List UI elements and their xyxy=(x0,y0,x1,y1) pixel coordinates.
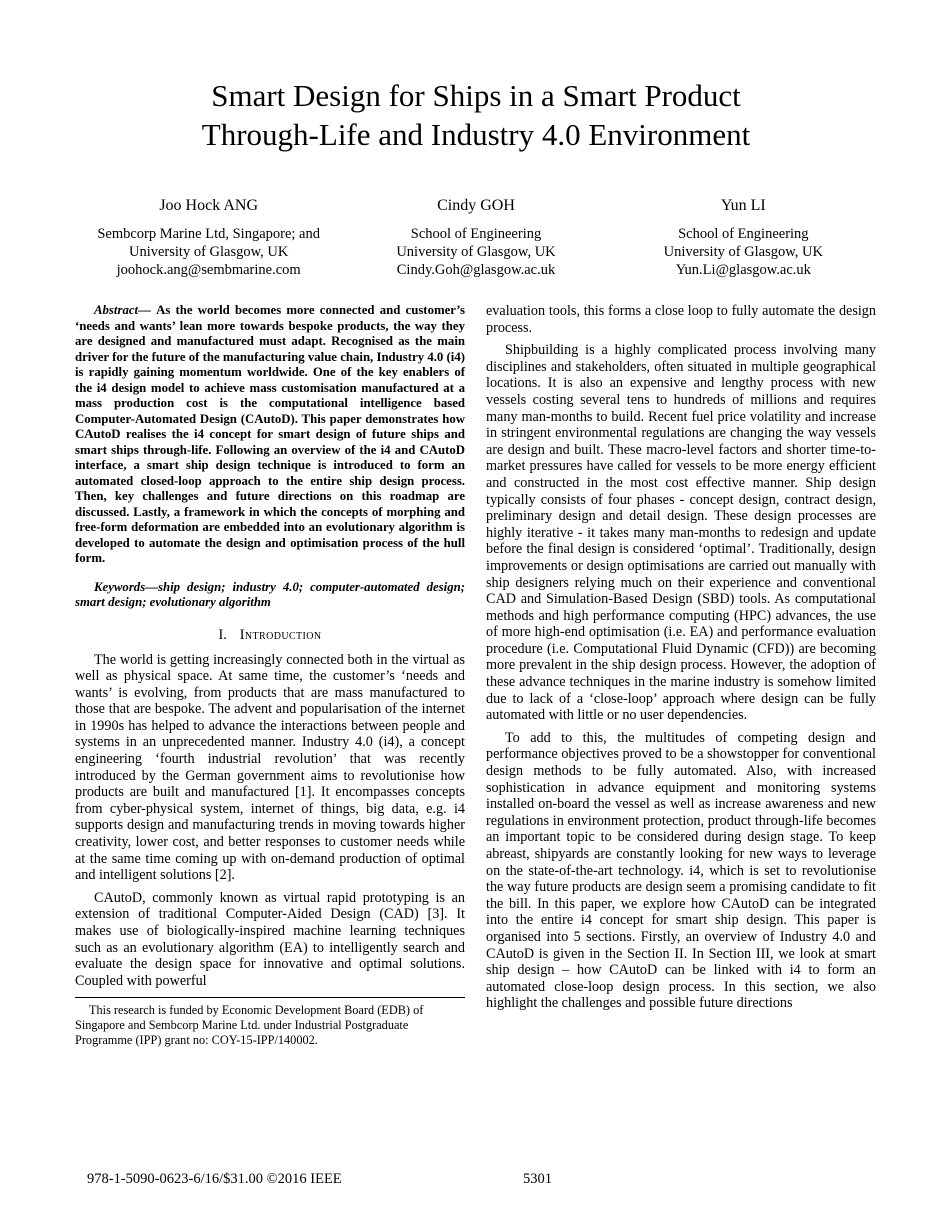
right-column xyxy=(486,303,876,1048)
keywords-paragraph xyxy=(75,580,465,611)
author-name: Joo Hock ANG xyxy=(159,197,258,214)
body-paragraph: Shipbuilding is a highly complicated process involving many disciplines and stakeholders, often situated in multiple geographical locations. It is also an expensive and lengthy process with new vessels costing several tens to hundreds of millions and requires many man-months to build. Recent fuel price volatility and increase in stringent environmental regulations are changing the way vessels are design and built. These macro-level factors and shorter time-to-market pressures have called for vessels to be more energy efficient and constructed in the most cost effective manner. Ship design typically consists of four phases - concept design, contract design, preliminary design and detail design. These design processes are highly iterative - it takes many man-months to redesign and update before the final design is considered ‘optimal’. Traditionally, design improvements or design optimisations are carried out manually with ship designers relying much on their experience and conventional CAD and Simulation-Based Design (SBD) tools. As computational methods and high performance computing (HPC) advances, the use of more high-end optimisation (i.e. EA) and performance evaluation procedure (i.e. Computational Fluid Dynamic (CFD)) are becoming more prevalent in the ship design process. However, the adoption of these advance techniques in the marine industry is somehow limited due to lack of a ‘close-loop’ approach where design can be fully automated with little or no user dependencies. xyxy=(486,342,876,724)
section-heading-introduction xyxy=(75,627,465,644)
author-affiliation-line: University of Glasgow, UK xyxy=(396,244,556,260)
footnote-rule xyxy=(75,997,465,998)
title-line-2: Through-Life and Industry 4.0 Environment xyxy=(201,117,751,152)
author-column-1 xyxy=(75,196,342,279)
author-name: Yun LI xyxy=(720,197,766,214)
section-title: Introduction xyxy=(239,626,322,643)
author-affiliation-line: School of Engineering xyxy=(410,226,542,242)
author-affiliation-line: University of Glasgow, UK xyxy=(128,244,289,260)
body-paragraph: The world is getting increasingly connected both in the virtual as well as physical space. At same time, the customer’s ‘needs and wants’ is evolving, from products that are mass manufactured to those that are bespoke. The advent and popularisation of the internet in 1990s has helped to advance the interactions between people and systems in an unprecedented manner. Industry 4.0 (i4), a concept engineering ‘fourth industrial revolution’ that was recently introduced by the German government aims to revolutionise how products are built and manufactured [1]. It encompasses concepts from cyber-physical system, internet of things, big data, e.g. i4 supports design and manufacturing trends in moving towards higher creativity, lower cost, and better responses to customer needs while at the same time coming up with on-demand production of optimal and intelligent solutions [2]. xyxy=(75,651,465,884)
funding-footnote xyxy=(75,989,465,1048)
author-affiliation-line: Sembcorp Marine Ltd, Singapore; and xyxy=(97,226,320,242)
author-column-3 xyxy=(610,196,877,279)
author-block xyxy=(75,196,877,279)
left-column xyxy=(75,303,465,1048)
keywords-text: ship design; industry 4.0; computer-automated design; smart design; evolutionary algorithm xyxy=(75,579,465,609)
author-affiliation-line: School of Engineering xyxy=(678,226,809,242)
title-line-1: Smart Design for Ships in a Smart Product xyxy=(211,78,741,113)
author-column-2 xyxy=(342,196,609,279)
abstract-paragraph xyxy=(75,303,465,567)
body-paragraph: To add to this, the multitudes of competing design and performance objectives proved to be a showstopper for conventional design methods to be fully automated. Also, with increased sophistication in advance equipment and monitoring systems installed on-board the vessel as well as increase awareness and new regulations in environment protection, product through-life becomes an important topic to be considered during design stage. To keep abreast, shipyards are constantly looking for new ways to leverage on the state-of-the-art technology. i4, which is set to revolutionise the way future products are design seem a promising candidate to fit the bill. In this paper, we explore how CAutoD can be integrated into the entire i4 concept for smart ship design. This paper is organised into 5 sections. Firstly, an overview of Industry 4.0 and CAutoD is given in the Section II. In Section III, we look at smart ship design – how CAutoD can be linked with i4 to form an automated close-loop design process. In this section, we also highlight the challenges and possible future directions xyxy=(486,729,876,1012)
author-email: joohock.ang@sembmarine.com xyxy=(116,262,301,278)
author-email: Yun.Li@glasgow.ac.uk xyxy=(675,262,811,278)
abstract-text: As the world becomes more connected and customer’s ‘needs and wants’ lean more towards bespoke products, the way they are designed and manufactured must adapt. Recognised as the main driver for the future of the manufacturing value chain, Industry 4.0 (i4) is rapidly gaining momentum worldwide. One of the key enablers of the i4 design model to achieve mass customisation manufactured at a mass production cost is the computational intelligence based Computer-Automated Design (CAutoD). This paper demonstrates how CAutoD realises the i4 concept for smart design of future ships and smart ships through-life. Following an overview of the i4 and CAutoD interface, a smart ship design technique is introduced to form an automated closed-loop approach to the entire ship design process. Then, key challenges and future directions on this roadmap are discussed. Lastly, a framework in which the concepts of morphing and free-form deformation are embedded into an evolutionary algorithm is developed to automate the design and optimisation process of the hull form. xyxy=(75,303,465,565)
page-footer xyxy=(75,1170,877,1188)
body-paragraph: evaluation tools, this forms a close loop to fully automate the design process. xyxy=(486,303,876,336)
section-number: I. xyxy=(218,626,227,643)
author-name: Cindy GOH xyxy=(437,197,515,214)
body-paragraph: CAutoD, commonly known as virtual rapid prototyping is an extension of traditional Computer-Aided Design (CAD) [3]. It makes use of biologically-inspired machine learning techniques such as an evolutionary algorithm (EA) to intelligently search and evaluate the design space for innovative and optimal solutions. Coupled with powerful xyxy=(75,889,465,989)
abstract-label: Abstract— xyxy=(94,303,157,317)
body-columns xyxy=(75,303,877,1048)
footnote-text: This research is funded by Economic Development Board (EDB) of Singapore and Sembcorp Marine Ltd. under Industrial Postgraduate Programme (IPP) grant no: COY-15-IPP/140002. xyxy=(75,1003,424,1048)
paper-title xyxy=(75,76,877,154)
page-number: 5301 xyxy=(523,1171,552,1187)
keywords-label: Keywords— xyxy=(94,579,158,594)
author-email: Cindy.Goh@glasgow.ac.uk xyxy=(396,262,556,278)
copyright-notice: 978-1-5090-0623-6/16/$31.00 ©2016 IEEE xyxy=(87,1171,342,1187)
author-affiliation-line: University of Glasgow, UK xyxy=(663,244,823,260)
